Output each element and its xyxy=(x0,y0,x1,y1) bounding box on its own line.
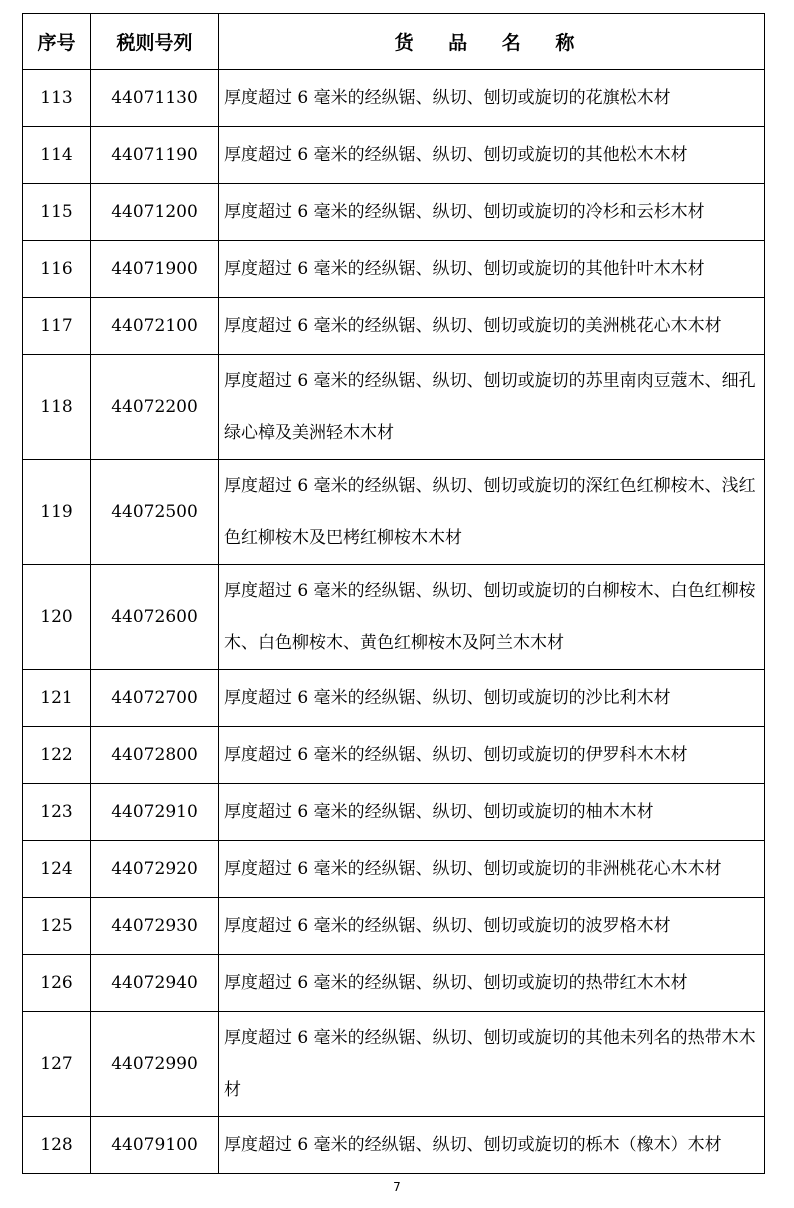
row-tariff-code: 44071200 xyxy=(91,184,219,241)
table-row xyxy=(23,70,765,127)
row-goods-name: 厚度超过 6 毫米的经纵锯、纵切、刨切或旋切的柚木木材 xyxy=(219,784,765,841)
row-index: 121 xyxy=(23,670,91,727)
row-goods-name: 厚度超过 6 毫米的经纵锯、纵切、刨切或旋切的花旗松木材 xyxy=(219,70,765,127)
table-row xyxy=(23,898,765,955)
goods-table xyxy=(22,13,765,1174)
table-row xyxy=(23,184,765,241)
row-goods-name: 厚度超过 6 毫米的经纵锯、纵切、刨切或旋切的沙比利木材 xyxy=(219,670,765,727)
row-goods-name: 厚度超过 6 毫米的经纵锯、纵切、刨切或旋切的其他未列名的热带木木材 xyxy=(219,1012,765,1117)
table-row xyxy=(23,841,765,898)
row-goods-name: 厚度超过 6 毫米的经纵锯、纵切、刨切或旋切的白柳桉木、白色红柳桉木、白色柳桉木、黄色红柳桉木及阿兰木木材 xyxy=(219,565,765,670)
row-index: 113 xyxy=(23,70,91,127)
table-row xyxy=(23,460,765,565)
row-index: 116 xyxy=(23,241,91,298)
row-goods-name: 厚度超过 6 毫米的经纵锯、纵切、刨切或旋切的非洲桃花心木木材 xyxy=(219,841,765,898)
table-row xyxy=(23,955,765,1012)
row-tariff-code: 44072990 xyxy=(91,1012,219,1117)
row-tariff-code: 44072910 xyxy=(91,784,219,841)
table-row xyxy=(23,727,765,784)
row-goods-name: 厚度超过 6 毫米的经纵锯、纵切、刨切或旋切的波罗格木材 xyxy=(219,898,765,955)
row-goods-name: 厚度超过 6 毫米的经纵锯、纵切、刨切或旋切的栎木（橡木）木材 xyxy=(219,1117,765,1174)
row-index: 114 xyxy=(23,127,91,184)
page-number: 7 xyxy=(393,1180,401,1194)
table-row xyxy=(23,241,765,298)
table-row xyxy=(23,565,765,670)
row-tariff-code: 44072100 xyxy=(91,298,219,355)
table-row xyxy=(23,1117,765,1174)
row-tariff-code: 44072940 xyxy=(91,955,219,1012)
row-goods-name: 厚度超过 6 毫米的经纵锯、纵切、刨切或旋切的其他针叶木木材 xyxy=(219,241,765,298)
table-row xyxy=(23,1012,765,1117)
row-index: 127 xyxy=(23,1012,91,1117)
row-index: 122 xyxy=(23,727,91,784)
table-row xyxy=(23,127,765,184)
row-tariff-code: 44072800 xyxy=(91,727,219,784)
row-goods-name: 厚度超过 6 毫米的经纵锯、纵切、刨切或旋切的深红色红柳桉木、浅红色红柳桉木及巴栲红柳桉木木材 xyxy=(219,460,765,565)
header-index: 序号 xyxy=(23,14,91,70)
row-index: 119 xyxy=(23,460,91,565)
table-header-row xyxy=(23,14,765,70)
row-goods-name: 厚度超过 6 毫米的经纵锯、纵切、刨切或旋切的美洲桃花心木木材 xyxy=(219,298,765,355)
header-tariff-code: 税则号列 xyxy=(91,14,219,70)
row-tariff-code: 44072600 xyxy=(91,565,219,670)
table-row xyxy=(23,784,765,841)
header-goods-name: 货 品 名 称 xyxy=(219,14,765,70)
row-tariff-code: 44072500 xyxy=(91,460,219,565)
row-tariff-code: 44072700 xyxy=(91,670,219,727)
row-index: 125 xyxy=(23,898,91,955)
row-goods-name: 厚度超过 6 毫米的经纵锯、纵切、刨切或旋切的伊罗科木木材 xyxy=(219,727,765,784)
table-row xyxy=(23,298,765,355)
row-index: 128 xyxy=(23,1117,91,1174)
row-tariff-code: 44071190 xyxy=(91,127,219,184)
row-goods-name: 厚度超过 6 毫米的经纵锯、纵切、刨切或旋切的热带红木木材 xyxy=(219,955,765,1012)
row-index: 124 xyxy=(23,841,91,898)
row-tariff-code: 44072920 xyxy=(91,841,219,898)
row-goods-name: 厚度超过 6 毫米的经纵锯、纵切、刨切或旋切的其他松木木材 xyxy=(219,127,765,184)
row-tariff-code: 44072930 xyxy=(91,898,219,955)
row-goods-name: 厚度超过 6 毫米的经纵锯、纵切、刨切或旋切的冷杉和云杉木材 xyxy=(219,184,765,241)
row-index: 123 xyxy=(23,784,91,841)
row-tariff-code: 44079100 xyxy=(91,1117,219,1174)
row-tariff-code: 44072200 xyxy=(91,355,219,460)
row-tariff-code: 44071130 xyxy=(91,70,219,127)
table-row xyxy=(23,670,765,727)
row-goods-name: 厚度超过 6 毫米的经纵锯、纵切、刨切或旋切的苏里南肉豆蔻木、细孔绿心樟及美洲轻木木材 xyxy=(219,355,765,460)
table-row xyxy=(23,355,765,460)
row-index: 117 xyxy=(23,298,91,355)
row-index: 126 xyxy=(23,955,91,1012)
row-tariff-code: 44071900 xyxy=(91,241,219,298)
row-index: 118 xyxy=(23,355,91,460)
row-index: 115 xyxy=(23,184,91,241)
row-index: 120 xyxy=(23,565,91,670)
